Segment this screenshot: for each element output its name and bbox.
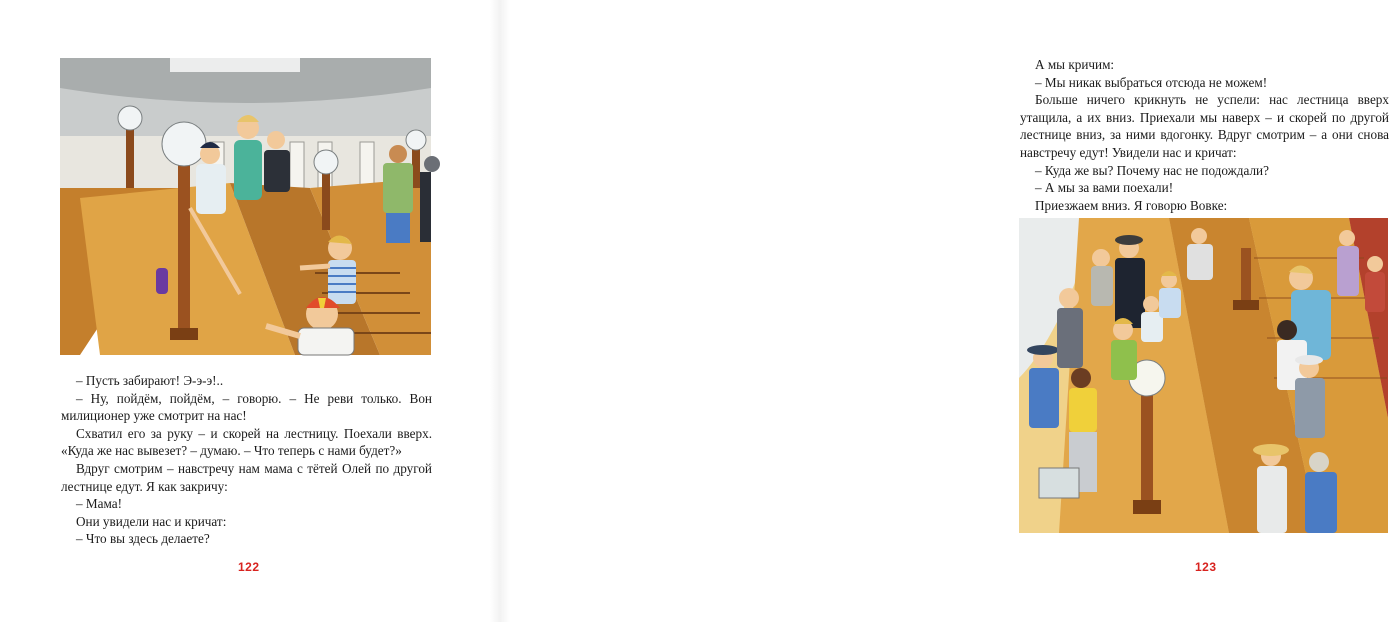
paragraph: Приезжаем вниз. Я говорю Вовке:: [1035, 197, 1228, 213]
paragraph: Они увидели нас и кричат:: [76, 513, 227, 529]
paragraph: – Ну, пойдём, пойдём, – говорю. – Не реви только. Вон милиционер уже смотрит на нас!: [61, 390, 432, 424]
crowded-escalator-illustration: [1019, 218, 1388, 533]
escalator-boys-waving-illustration: [60, 58, 431, 355]
paragraph: – Пусть забирают! Э-э-э!..: [76, 373, 224, 388]
paragraph: – Куда же вы? Почему нас не подождали?: [1035, 162, 1269, 178]
page-number: 123: [1195, 560, 1217, 574]
paragraph: Больше ничего крикнуть не успели: нас лестница вверх утащила, а их вниз. Приехали мы наверх – и скорей по другой лестнице вниз, за ними вдогонку. Вдруг смотрим – а они снова навстречу едут! Увидели нас и кричат:: [1020, 92, 1389, 160]
left-page: [0, 0, 500, 622]
paragraph: А мы кричим:: [1035, 57, 1115, 72]
paragraph: – А мы за вами поехали!: [1035, 180, 1174, 196]
page-number: 122: [238, 560, 260, 574]
paragraph: Схватил его за руку – и скорей на лестницу. Поехали вверх. «Куда же нас вывезет? – думаю. – Что теперь с нами будет?»: [61, 425, 432, 459]
left-page-text: [61, 372, 432, 548]
paragraph: – Мама!: [76, 496, 122, 512]
right-page: [500, 0, 1389, 622]
right-page-text: [1020, 56, 1389, 214]
paragraph: Вдруг смотрим – навстречу нам мама с тётей Олей по другой лестнице едут. Я как закричу:: [61, 460, 432, 494]
paragraph: – Что вы здесь делаете?: [76, 531, 210, 547]
paragraph: – Мы никак выбраться отсюда не можем!: [1035, 74, 1268, 90]
